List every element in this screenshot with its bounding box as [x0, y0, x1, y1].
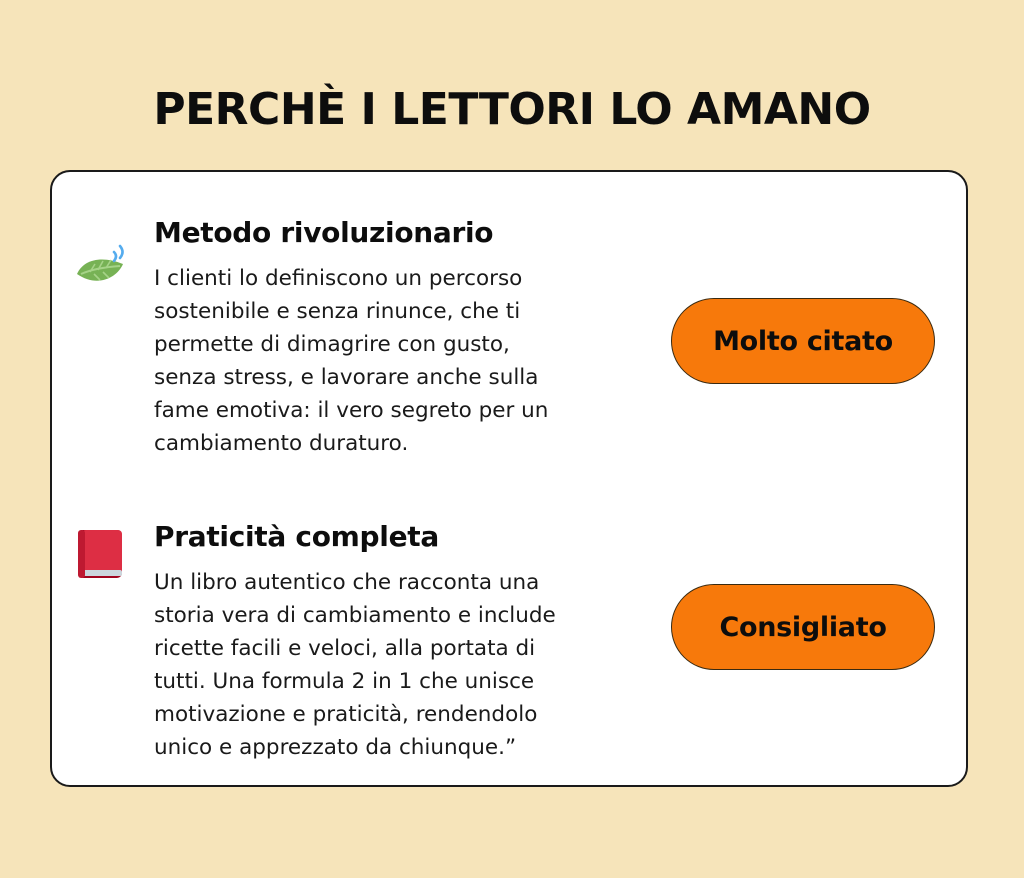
features-card: [50, 170, 968, 787]
description-line: senza stress, e lavorare anche sulla: [154, 365, 539, 390]
feature-heading: Metodo rivoluzionario: [154, 216, 494, 249]
consigliato-button[interactable]: Consigliato: [671, 584, 935, 670]
description-line: motivazione e praticità, rendendolo: [154, 702, 538, 727]
description-line: sostenibile e senza rinunce, che ti: [154, 299, 521, 324]
red-book-icon: [74, 526, 130, 582]
page-title: PERCHÈ I LETTORI LO AMANO: [153, 84, 871, 135]
description-line: tutti. Una formula 2 in 1 che unisce: [154, 669, 535, 694]
description-line: cambiamento duraturo.: [154, 431, 409, 456]
description-line: storia vera di cambiamento e include: [154, 603, 556, 628]
molto-citato-button[interactable]: Molto citato: [671, 298, 935, 384]
description-line: Un libro autentico che racconta una: [154, 570, 540, 595]
leaf-icon: [74, 238, 130, 294]
description-line: ricette facili e veloci, alla portata di: [154, 636, 536, 661]
description-line: fame emotiva: il vero segreto per un: [154, 398, 549, 423]
feature-description: [154, 566, 624, 764]
feature-heading: Praticità completa: [154, 520, 439, 553]
description-line: unico e apprezzato da chiunque.”: [154, 735, 517, 760]
feature-description: [154, 262, 624, 460]
description-line: permette di dimagrire con gusto,: [154, 332, 510, 357]
description-line: I clienti lo definiscono un percorso: [154, 266, 523, 291]
